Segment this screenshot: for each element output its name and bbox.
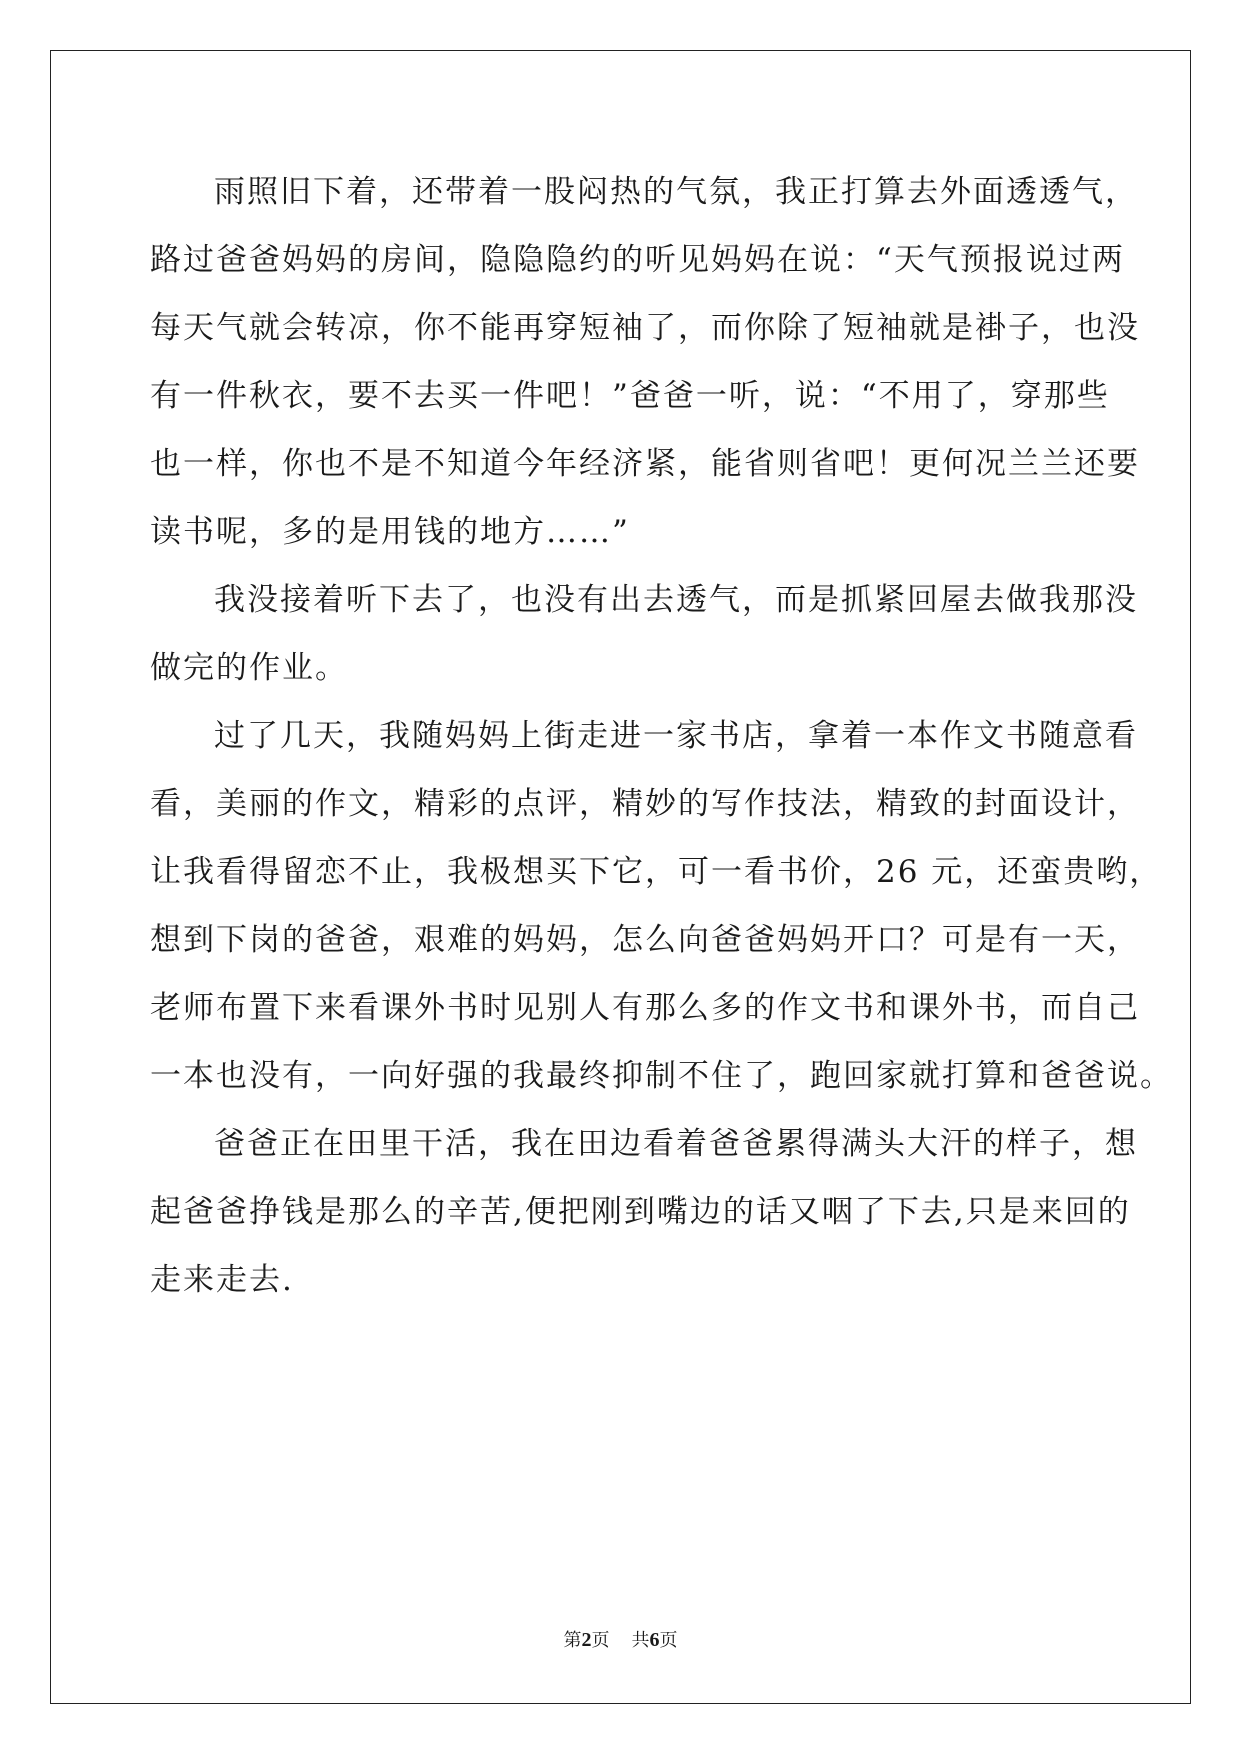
page-prefix: 第 [563, 1630, 582, 1651]
total-prefix: 共 [631, 1630, 650, 1651]
text-line: 有一件秋衣，要不去买一件吧！”爸爸一听，说：“不用了，穿那些 [150, 378, 1110, 414]
text-line: 想到下岗的爸爸，艰难的妈妈，怎么向爸爸妈妈开口？可是有一天， [150, 922, 1140, 958]
page-suffix: 页 [591, 1630, 610, 1651]
text-line: 也一样，你也不是不知道今年经济紧，能省则省吧！更何况兰兰还要 [150, 446, 1140, 482]
text-line: 起爸爸挣钱是那么的辛苦,便把刚到嘴边的话又咽了下去,只是来回的 [150, 1194, 1131, 1230]
text-line: 做完的作业。 [150, 650, 348, 686]
text-line: 每天气就会转凉，你不能再穿短袖了，而你除了短袖就是褂子，也没 [150, 310, 1140, 346]
text-line: 过了几天，我随妈妈上街走进一家书店，拿着一本作文书随意看 [214, 718, 1138, 754]
text-line: 我没接着听下去了，也没有出去透气，而是抓紧回屋去做我那没 [214, 582, 1138, 618]
text-line: 让我看得留恋不止，我极想买下它，可一看书价，26 元，还蛮贵哟， [150, 854, 1163, 890]
text-line: 路过爸爸妈妈的房间，隐隐隐约的听见妈妈在说：“天气预报说过两 [150, 242, 1125, 278]
total-pages: 6 [649, 1629, 660, 1651]
text-line: 看，美丽的作文，精彩的点评，精妙的写作技法，精致的封面设计， [150, 786, 1140, 822]
text-line: 读书呢，多的是用钱的地方……” [150, 514, 630, 550]
text-line: 走来走去. [150, 1262, 294, 1298]
total-suffix: 页 [659, 1630, 678, 1651]
document-body [150, 158, 1173, 1314]
text-line: 一本也没有，一向好强的我最终抑制不住了，跑回家就打算和爸爸说。 [150, 1058, 1173, 1094]
text-line: 爸爸正在田里干活，我在田边看着爸爸累得满头大汗的样子，想 [214, 1126, 1138, 1162]
text-line: 老师布置下来看课外书时见别人有那么多的作文书和课外书，而自己 [150, 990, 1140, 1026]
page-number: 2 [581, 1629, 592, 1651]
page-footer [0, 1627, 1241, 1654]
text-line: 雨照旧下着，还带着一股闷热的气氛，我正打算去外面透透气， [214, 174, 1138, 210]
